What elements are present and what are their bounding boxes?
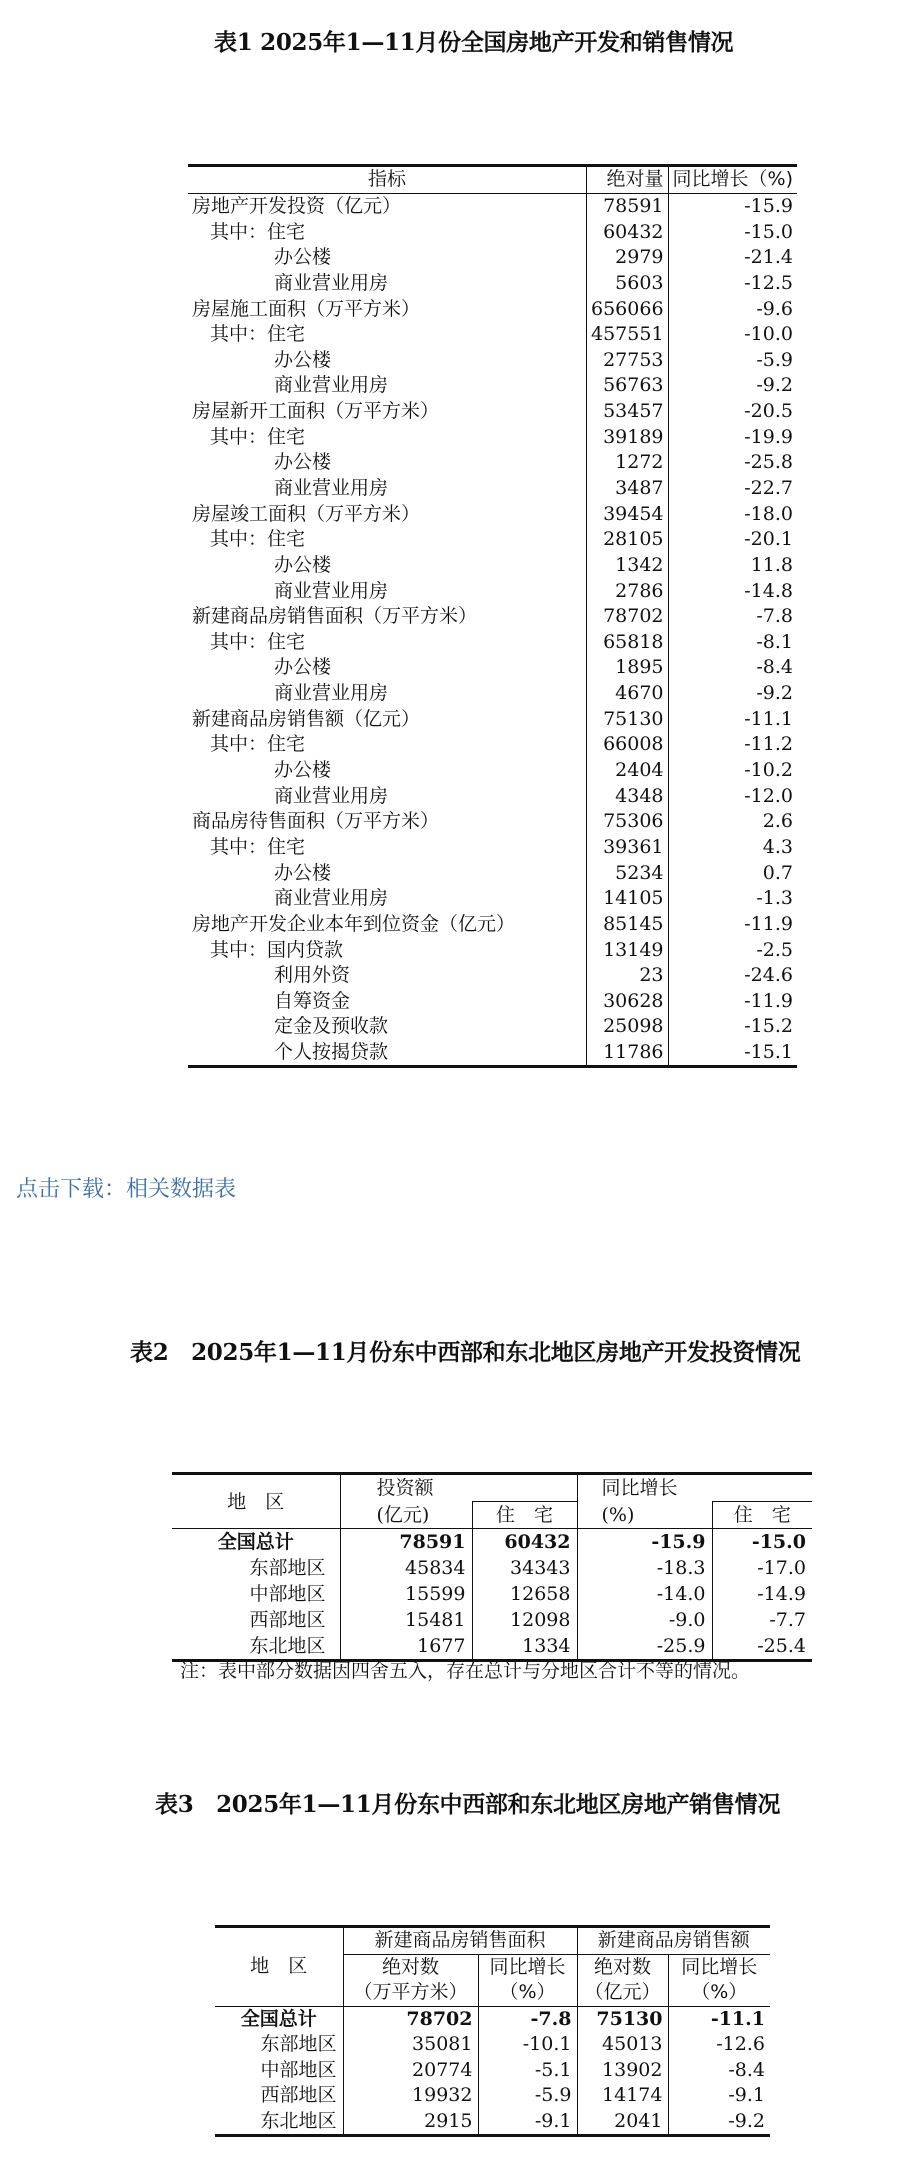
table2-growth: -15.9 [577,1529,712,1556]
table1-indicator-label: 办公楼 [274,861,332,884]
table1-indicator-label: 商业营业用房 [274,682,389,705]
table1-growth-value: -11.9 [744,912,793,935]
table1-growth-value: -15.0 [744,220,793,243]
table1-absolute-value: 66008 [587,732,669,758]
table1-absolute-value: 14105 [587,886,669,912]
table3-amount: 45013 [577,2032,668,2058]
table2-region: 全国总计 [217,1531,294,1553]
table3-area: 35081 [343,2032,478,2058]
table2-growth-residential: -17.0 [712,1555,812,1581]
table1-indicator-label: 办公楼 [274,759,332,782]
table1-absolute-value: 2404 [587,758,669,784]
table1-growth-value: -7.8 [756,605,793,628]
table1-absolute-value: 2979 [587,245,669,271]
table1-growth-value: 11.8 [750,553,793,576]
table1-row [188,630,797,656]
table2-note: 注：表中部分数据因四舍五入，存在总计与分地区合计不等的情况。 [180,1660,751,1682]
table3-header-amount-group: 新建商品房销售额 [577,1927,770,1955]
table1-growth-value: -11.1 [744,707,793,730]
table3-area-growth: -7.8 [478,2006,577,2032]
table1-indicator-label: 商业营业用房 [274,477,389,499]
table1-growth-value: 4.3 [762,835,793,858]
table1-absolute-value: 23 [587,963,669,989]
table2-region: 东部地区 [249,1557,326,1579]
table3-row [215,2006,770,2032]
table2-header-investment-unit: (亿元) [340,1502,472,1529]
table1-absolute-value: 3487 [587,476,669,502]
table1-absolute-value: 1895 [587,655,669,681]
table3-title: 表3 2025年1—11月份东中西部和东北地区房地产销售情况 [155,1791,781,1818]
table1-row [188,373,797,399]
table2-row [172,1555,812,1581]
table1-header-growth: 同比增长（%) [668,166,797,194]
table1-row [188,219,797,245]
table1-indicator-label: 自筹资金 [274,989,351,1012]
table3-header-amount-growth: 同比增长 [668,1954,770,1980]
table3-header-area-growth-unit: （%） [478,1980,577,2006]
table2-header-investment: 投资额 [340,1474,472,1502]
table1-absolute-value: 27753 [587,347,669,373]
table1-indicator-label: 其中：国内贷款 [210,938,344,961]
table1-header-indicator: 指标 [188,166,587,194]
table2-residential: 12658 [472,1581,577,1607]
table2-residential: 12098 [472,1607,577,1633]
table3-row [215,2058,770,2084]
table1-indicator-label: 办公楼 [274,348,332,371]
table1-absolute-value: 13149 [587,937,669,963]
table1-growth-value: -20.1 [744,528,793,551]
table1-row [188,989,797,1015]
table3-header-area-abs: 绝对数 [343,1954,478,1980]
table2-growth-residential: -15.0 [712,1529,812,1556]
table1-row [188,681,797,707]
table1-absolute-value: 4670 [587,681,669,707]
table2-growth: -9.0 [577,1607,712,1633]
table2-region: 中部地区 [249,1583,326,1605]
table1-growth-value: -12.5 [744,271,793,294]
table1-absolute-value: 56763 [587,373,669,399]
table2-row [172,1529,812,1556]
table1-row [188,296,797,322]
table1-absolute-value: 5603 [587,271,669,297]
table1-indicator-label: 新建商品房销售额（亿元） [192,707,421,730]
table2-residential: 1334 [472,1633,577,1661]
table1-growth-value: -11.9 [744,989,793,1012]
table1-indicator-label: 房屋新开工面积（万平方米） [192,400,440,423]
table2-investment: 15599 [340,1581,472,1607]
table3-area: 78702 [343,2006,478,2032]
table2-row [172,1581,812,1607]
table3-region: 东部地区 [260,2033,337,2056]
table1-row [188,1040,797,1067]
table1-row [188,245,797,271]
table3-region: 东北地区 [215,2109,343,2136]
table1-row [188,1014,797,1040]
table1-growth-value: -15.2 [744,1015,793,1038]
table1-row [188,912,797,938]
table1-row [188,450,797,476]
table3-amount: 13902 [577,2058,668,2084]
table2-regional-investment [172,1472,812,1662]
table1-row [188,424,797,450]
table1-growth-value: -25.8 [744,451,793,474]
table3-area: 19932 [343,2083,478,2109]
table1-row [188,886,797,912]
table1-indicator-label: 其中：住宅 [210,425,306,448]
table3-area-growth: -5.1 [478,2058,577,2084]
table1-absolute-value: 39189 [587,424,669,450]
table1-indicator-label: 商品房待售面积（万平方米） [192,810,440,833]
table1-national-real-estate [188,164,797,1068]
table1-indicator-label: 商业营业用房 [274,374,389,397]
table1-indicator-label: 办公楼 [274,656,332,679]
table3-area-growth: -5.9 [478,2083,577,2109]
table1-indicator-label: 利用外资 [274,964,351,987]
table1-row [188,783,797,809]
table2-header-growth-unit: (%) [577,1502,712,1529]
table1-indicator-label: 其中：住宅 [210,835,306,858]
table2-growth-residential: -7.7 [712,1607,812,1633]
table1-absolute-value: 65818 [587,630,669,656]
table1-absolute-value: 25098 [587,1014,669,1040]
table1-indicator-label: 办公楼 [274,246,332,269]
table1-row [188,501,797,527]
table1-row [188,706,797,732]
table1-indicator-label: 商业营业用房 [274,579,389,602]
table3-header-amount-abs: 绝对数 [577,1954,668,1980]
table1-growth-value: -15.9 [744,194,793,217]
table2-growth: -18.3 [577,1555,712,1581]
table1-indicator-label: 其中：住宅 [210,630,306,653]
table2-region: 西部地区 [249,1609,326,1631]
table3-region: 全国总计 [240,2007,317,2030]
table1-indicator-label: 商业营业用房 [274,271,389,294]
table2-investment: 15481 [340,1607,472,1633]
table2-residential: 60432 [472,1529,577,1556]
table1-growth-value: -15.1 [668,1040,797,1067]
table1-indicator-label: 房地产开发企业本年到位资金（亿元） [192,912,516,935]
table3-amount: 75130 [577,2006,668,2032]
table2-growth: -14.0 [577,1581,712,1607]
table2-growth-residential: -25.4 [712,1633,812,1661]
table3-area-growth: -10.1 [478,2032,577,2058]
table1-growth-value: -14.8 [744,579,793,602]
table1-growth-value: -20.5 [744,400,793,423]
table1-indicator-label: 办公楼 [274,451,332,474]
table1-row [188,758,797,784]
table1-row [188,604,797,630]
table1-absolute-value: 39454 [587,501,669,527]
table1-indicator-label: 定金及预收款 [274,1015,389,1038]
table1-absolute-value: 60432 [587,219,669,245]
table3-header-area-growth: 同比增长 [478,1954,577,1980]
table3-header-area-group: 新建商品房销售面积 [343,1927,577,1955]
table1-row [188,655,797,681]
table2-header-row-1 [172,1474,812,1502]
table3-area: 2915 [343,2109,478,2136]
table2-title: 表2 2025年1—11月份东中西部和东北地区房地产开发投资情况 [130,1339,801,1366]
table2-row [172,1607,812,1633]
table3-amount-growth: -9.2 [668,2109,770,2136]
table1-absolute-value: 78591 [587,193,669,219]
table1-absolute-value: 30628 [587,989,669,1015]
table1-indicator-label: 其中：住宅 [210,220,306,243]
table3-header-amount-abs-unit: （亿元） [577,1980,668,2006]
table3-regional-sales [215,1925,770,2137]
table1-indicator-label: 个人按揭贷款 [188,1040,587,1067]
table1-absolute-value: 1342 [587,553,669,579]
table3-region: 中部地区 [260,2058,337,2081]
table1-row [188,322,797,348]
table2-residential: 34343 [472,1555,577,1581]
table1-growth-value: -21.4 [744,246,793,269]
table1-absolute-value: 1272 [587,450,669,476]
table3-amount-growth: -11.1 [668,2006,770,2032]
table1-row [188,732,797,758]
table1-absolute-value: 11786 [587,1040,669,1067]
table1-growth-value: -19.9 [744,425,793,448]
table1-title: 表1 2025年1—11月份全国房地产开发和销售情况 [214,29,734,56]
table1-row [188,476,797,502]
table2-header-growth: 同比增长 [577,1474,712,1502]
table1-absolute-value: 28105 [587,527,669,553]
table1-indicator-label: 商业营业用房 [274,784,389,807]
table1-growth-value: -9.6 [756,297,793,320]
table2-header-blank [472,1474,577,1502]
table1-header-row [188,166,797,194]
table1-absolute-value: 85145 [587,912,669,938]
table3-amount: 2041 [577,2109,668,2136]
table1-absolute-value: 457551 [587,322,669,348]
table1-row [188,399,797,425]
table3-row [215,2032,770,2058]
table3-header-amount-growth-unit: （%） [668,1980,770,2006]
table1-growth-value: -11.2 [744,733,793,756]
table1-absolute-value: 4348 [587,783,669,809]
table3-amount: 14174 [577,2083,668,2109]
table1-growth-value: -1.3 [756,887,793,910]
table2-growth-residential: -14.9 [712,1581,812,1607]
table2-investment: 45834 [340,1555,472,1581]
table2-header-residential: 住 宅 [472,1502,577,1529]
table3-amount-growth: -8.4 [668,2058,770,2084]
table1-row [188,527,797,553]
table1-row [188,347,797,373]
table1-absolute-value: 5234 [587,860,669,886]
table1-absolute-value: 78702 [587,604,669,630]
table2-region: 东北地区 [172,1633,340,1661]
table1-row [188,553,797,579]
table1-row [188,193,797,219]
table1-indicator-label: 新建商品房销售面积（万平方米） [192,605,478,628]
table1-row [188,860,797,886]
table3-amount-growth: -12.6 [668,2032,770,2058]
table1-row [188,963,797,989]
table1-growth-value: 0.7 [762,861,793,884]
table1-indicator-label: 房屋竣工面积（万平方米） [192,502,421,525]
table1-growth-value: 2.6 [762,810,793,833]
table2-header-growth-residential: 住 宅 [712,1502,812,1529]
table1-growth-value: -8.1 [756,630,793,653]
table1-absolute-value: 656066 [587,296,669,322]
download-data-table-link[interactable]: 点击下载：相关数据表 [16,1177,237,1202]
table1-indicator-label: 其中：住宅 [210,323,306,346]
table1-indicator-label: 房屋施工面积（万平方米） [192,297,421,320]
table3-area: 20774 [343,2058,478,2084]
table2-investment: 1677 [340,1633,472,1661]
table1-row [188,937,797,963]
table1-header-absolute: 绝对量 [587,166,669,194]
table2-growth: -25.9 [577,1633,712,1661]
table3-region: 西部地区 [260,2084,337,2107]
table1-absolute-value: 2786 [587,578,669,604]
table1-row [188,809,797,835]
table1-growth-value: -5.9 [756,348,793,371]
table1-growth-value: -18.0 [744,502,793,525]
table3-header-area-abs-unit: （万平方米） [343,1980,478,2006]
table1-growth-value: -8.4 [756,656,793,679]
table1-absolute-value: 53457 [587,399,669,425]
table1-indicator-label: 其中：住宅 [210,528,306,551]
table3-row [215,2083,770,2109]
table1-growth-value: -2.5 [756,938,793,961]
table1-absolute-value: 75306 [587,809,669,835]
table1-row [188,835,797,861]
table1-absolute-value: 39361 [587,835,669,861]
table3-amount-growth: -9.1 [668,2083,770,2109]
table2-header-blank [712,1474,812,1502]
table2-header-region: 地 区 [172,1474,340,1529]
table3-header-region: 地 区 [215,1927,343,2007]
table1-growth-value: -9.2 [756,374,793,397]
table1-growth-value: -22.7 [744,477,793,499]
table1-row [188,271,797,297]
table3-area-growth: -9.1 [478,2109,577,2136]
table1-indicator-label: 房地产开发投资（亿元） [192,194,402,217]
table1-growth-value: -10.2 [744,759,793,782]
table1-absolute-value: 75130 [587,706,669,732]
table1-growth-value: -9.2 [756,682,793,705]
table2-investment: 78591 [340,1529,472,1556]
table1-indicator-label: 其中：住宅 [210,733,306,756]
table3-row [215,2109,770,2136]
table1-indicator-label: 办公楼 [274,553,332,576]
table1-growth-value: -24.6 [744,964,793,987]
table1-row [188,578,797,604]
table1-growth-value: -10.0 [744,323,793,346]
table1-indicator-label: 商业营业用房 [274,887,389,910]
table1-growth-value: -12.0 [744,784,793,807]
